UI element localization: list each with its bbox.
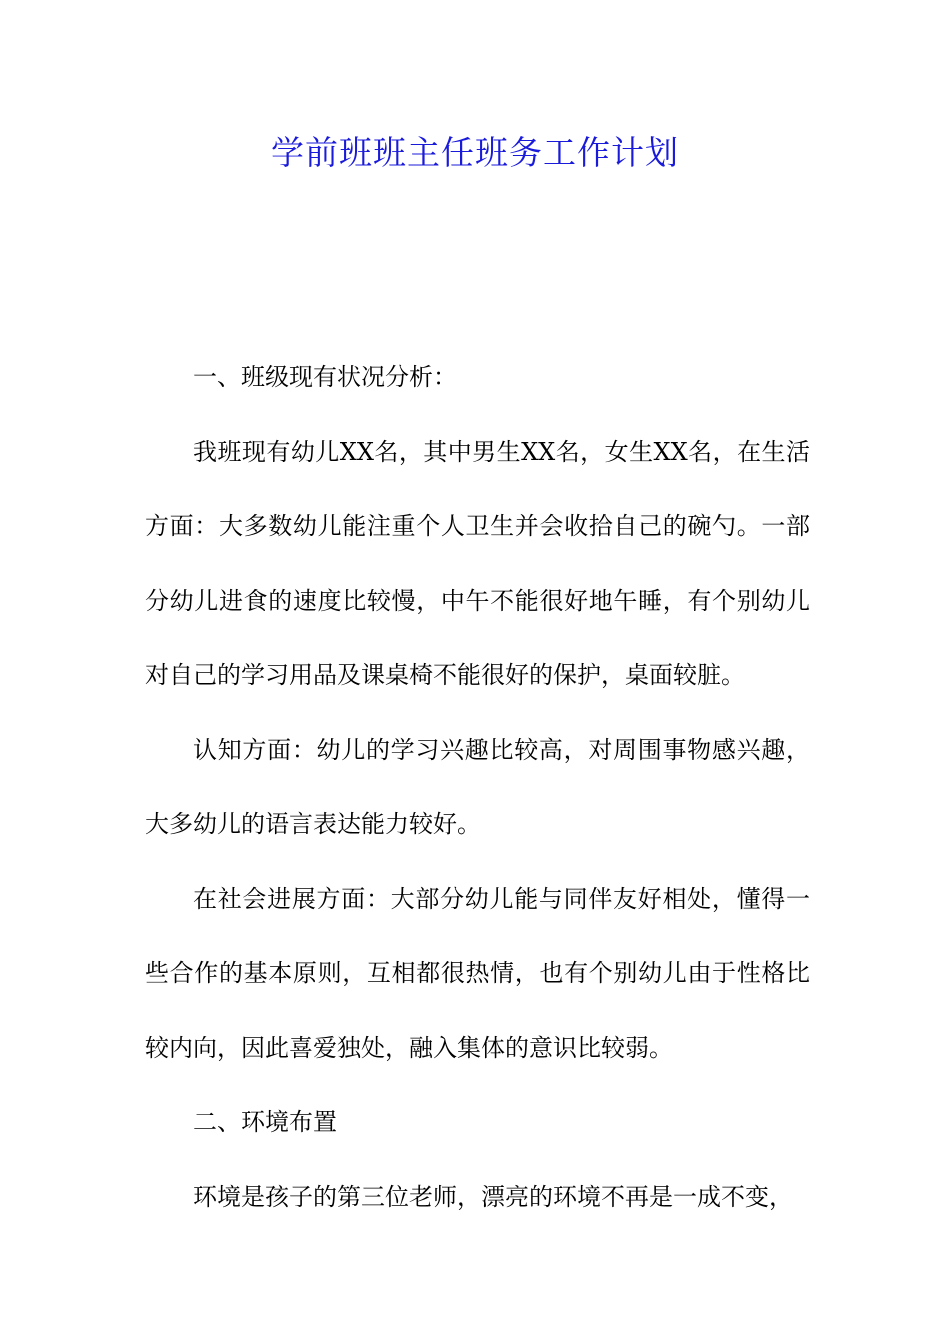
- paragraph-life-aspect: 我班现有幼儿XX名，其中男生XX名，女生XX名，在生活方面：大多数幼儿能注重个人卫生并会收拾自己的碗勺。一部分幼儿进食的速度比较慢，中午不能很好地午睡，有个别幼儿对自己的学习用品及课桌椅不能很好的保护，桌面较脏。: [145, 437, 810, 689]
- document-title: 学前班班主任班务工作计划: [271, 133, 679, 172]
- paragraph-environment: 环境是孩子的第三位老师，漂亮的环境不再是一成不变，: [193, 1182, 793, 1211]
- paragraph-cognitive-aspect: 认知方面：幼儿的学习兴趣比较高，对周围事物感兴趣，大多幼儿的语言表达能力较好。: [145, 735, 810, 838]
- document-body: [145, 340, 810, 1234]
- paragraph-social-aspect: 在社会进展方面：大部分幼儿能与同伴友好相处，懂得一些合作的基本原则，互相都很热情，也有个别幼儿由于性格比较内向，因此喜爱独处，融入集体的意识比较弱。: [145, 884, 810, 1062]
- section-heading-environment: 二、环境布置: [193, 1108, 337, 1136]
- section-heading-class-analysis: 一、班级现有状况分析：: [193, 363, 457, 391]
